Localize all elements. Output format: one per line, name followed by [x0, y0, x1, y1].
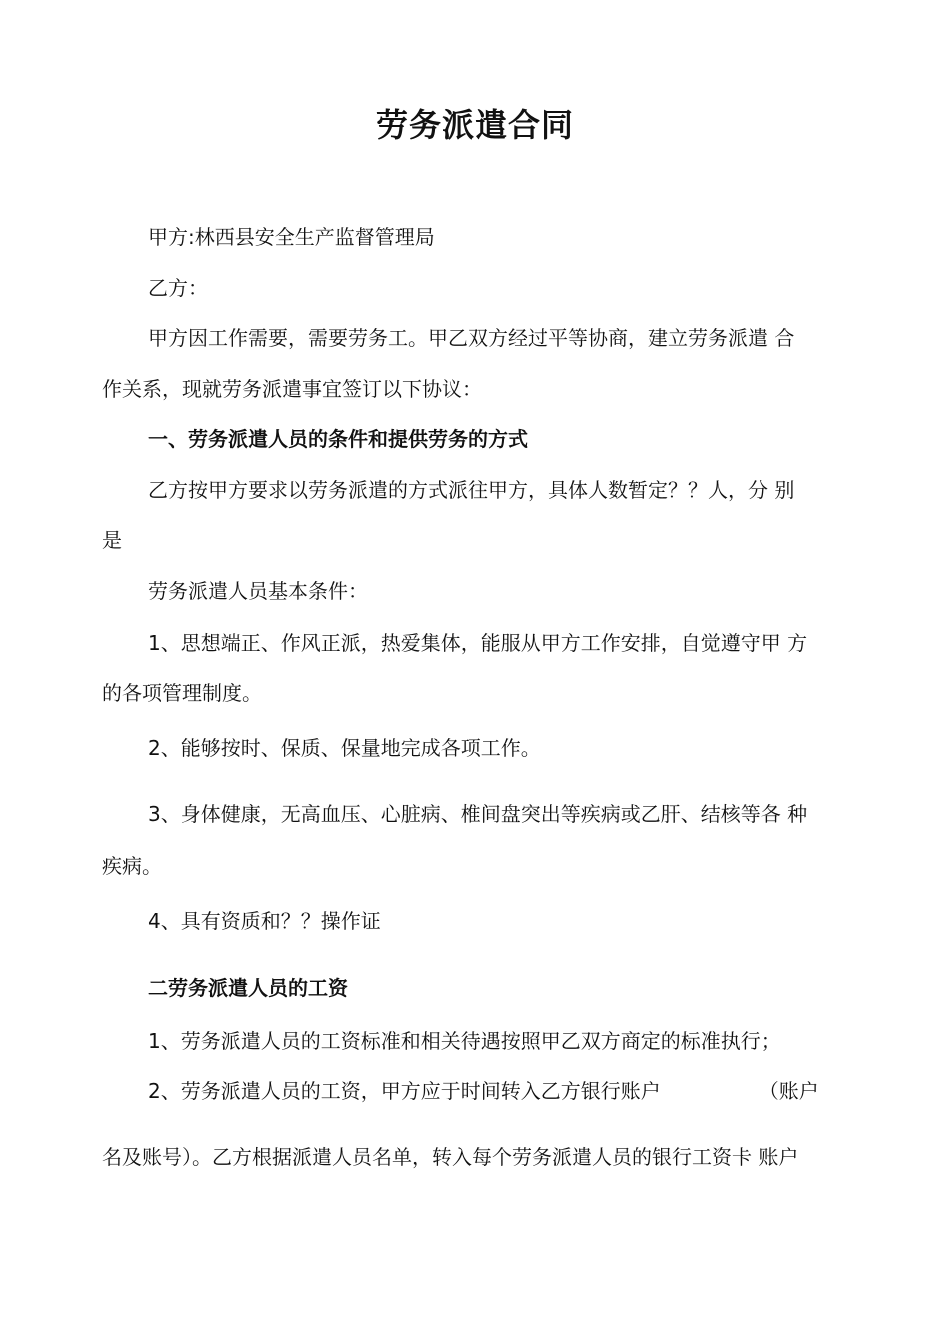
condition-1-line-1: 1、思想端正、作风正派，热爱集体，能服从甲方工作安排，自觉遵守甲 方	[148, 631, 808, 655]
wage-item-2-line-2: 名及账号）。乙方根据派遣人员名单，转入每个劳务派遣人员的银行工资卡 账户	[102, 1145, 799, 1169]
section-1-paragraph-line-1: 乙方按甲方要求以劳务派遣的方式派往甲方，具体人数暂定？？人，分 别	[148, 478, 795, 502]
document-title: 劳务派遣合同	[375, 106, 574, 144]
condition-3-line-1: 3、身体健康，无高血压、心脏病、椎间盘突出等疾病或乙肝、结核等各 种	[148, 802, 808, 826]
section-1-paragraph-line-2: 是	[102, 528, 122, 552]
wage-item-2-text: 2、劳务派遣人员的工资，甲方应于时间转入乙方银行账户	[148, 1079, 661, 1103]
wage-item-1: 1、劳务派遣人员的工资标准和相关待遇按照甲乙双方商定的标准执行；	[148, 1029, 781, 1053]
intro-line-1: 甲方因工作需要，需要劳务工。甲乙双方经过平等协商，建立劳务派遣 合	[148, 326, 795, 350]
section-1-heading: 一、劳务派遣人员的条件和提供劳务的方式	[148, 427, 528, 451]
condition-4: 4、具有资质和？？操作证	[148, 909, 381, 933]
condition-2: 2、能够按时、保质、保量地完成各项工作。	[148, 736, 541, 760]
party-a-line: 甲方:林西县安全生产监督管理局	[148, 225, 435, 249]
section-2-heading: 二劳务派遣人员的工资	[148, 976, 348, 1000]
condition-1-line-2: 的各项管理制度。	[102, 681, 262, 705]
condition-3-line-2: 疾病。	[102, 854, 162, 878]
wage-item-2-line-1	[148, 1079, 819, 1103]
account-note-open: （账户	[758, 1079, 819, 1103]
basic-conditions-label: 劳务派遣人员基本条件：	[148, 579, 368, 603]
intro-line-2: 作关系，现就劳务派遣事宜签订以下协议：	[102, 377, 482, 401]
party-b-line: 乙方：	[148, 276, 208, 300]
